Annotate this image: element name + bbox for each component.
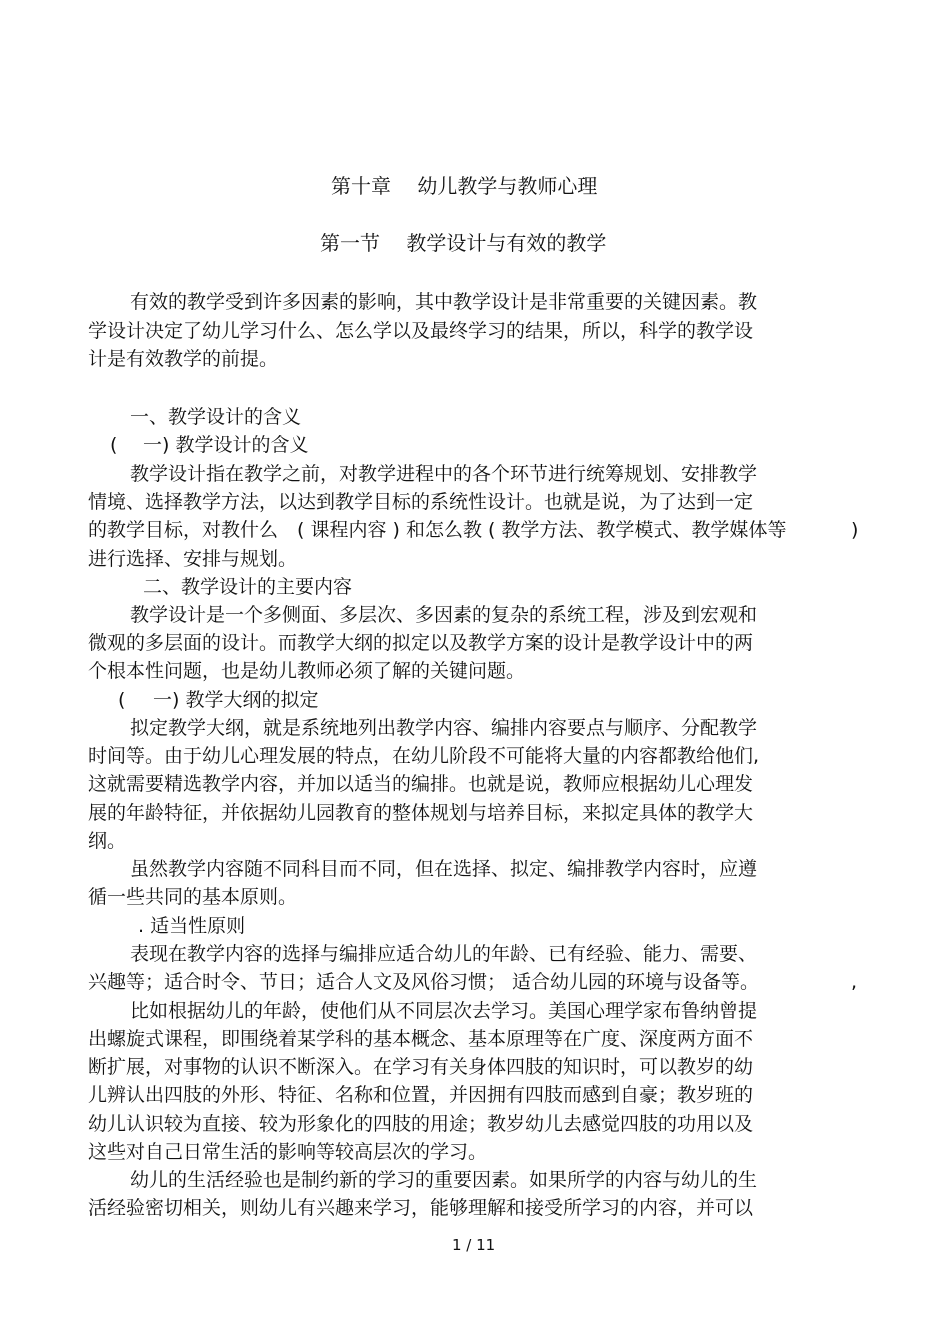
content-line-1: 教学设计是一个多侧面、多层次、多因素的复杂的系统工程，涉及到宏观和 <box>130 604 758 626</box>
age-line-2: 出螺旋式课程，即围绕着某学科的基本概念、基本原理等在广度、深度两方面不 <box>88 1028 754 1050</box>
meaning-line-3: 的教学目标，对教什么 ( 课程内容 ) 和怎么教 ( 教学方法、教学模式、教学媒体等 <box>88 519 787 541</box>
meaning-line-3-close-paren: ) <box>851 519 859 541</box>
suitability-line-1: 表现在教学内容的选择与编排应适合幼儿的年龄、已有经验、能力、需要、 <box>130 943 758 965</box>
outline-line-3: 这就需要精选教学内容，并加以适当的编排。也就是说，教师应根据幼儿心理发 <box>88 773 754 795</box>
age-line-4: 儿辨认出四肢的外形、特征、名称和位置，并因拥有四肢而感到自豪；教岁班的 <box>88 1084 754 1106</box>
intro-line-3: 计是有效教学的前提。 <box>88 348 279 370</box>
suitability-line-2: 兴趣等；适合时令、节日；适合人文及风俗习惯； 适合幼儿园的环境与设备等。 <box>88 971 760 993</box>
outline-line-4: 展的年龄特征，并依据幼儿园教育的整体规划与培养目标，来拟定具体的教学大 <box>88 802 754 824</box>
subheading-outline-paren: ( <box>118 689 126 711</box>
section-title: 第一节 教学设计与有效的教学 <box>320 231 607 255</box>
page-number: 1 / 11 <box>452 1236 496 1254</box>
principle-line-1: 虽然教学内容随不同科目而不同，但在选择、拟定、编排教学内容时，应遵 <box>130 858 758 880</box>
subheading-outline: 一) 教学大纲的拟定 <box>153 689 319 711</box>
meaning-line-2: 情境、选择教学方法，以达到教学目标的系统性设计。也就是说，为了达到一定 <box>88 491 754 513</box>
meaning-line-1: 教学设计指在教学之前，对教学进程中的各个环节进行统筹规划、安排教学 <box>130 463 758 485</box>
age-line-3: 断扩展，对事物的认识不断深入。在学习有关身体四肢的知识时，可以教岁的幼 <box>88 1056 754 1078</box>
age-line-1: 比如根据幼儿的年龄，使他们从不同层次去学习。美国心理学家布鲁纳曾提 <box>130 1000 758 1022</box>
intro-line-1: 有效的教学受到许多因素的影响，其中教学设计是非常重要的关键因素。教 <box>130 291 758 313</box>
experience-line-2: 活经验密切相关，则幼儿有兴趣来学习，能够理解和接受所学习的内容，并可以 <box>88 1197 754 1219</box>
experience-line-1: 幼儿的生活经验也是制约新的学习的重要因素。如果所学的内容与幼儿的生 <box>130 1169 758 1191</box>
suitability-line-2-comma: , <box>851 971 858 993</box>
outline-line-1: 拟定教学大纲，就是系统地列出教学内容、编排内容要点与顺序、分配教学 <box>130 717 758 739</box>
heading-main-content: 二、教学设计的主要内容 <box>143 576 353 598</box>
heading-suitability: . 适当性原则 <box>138 915 246 937</box>
principle-line-2: 循一些共同的基本原则。 <box>88 886 298 908</box>
intro-line-2: 学设计决定了幼儿学习什么、怎么学以及最终学习的结果，所以，科学的教学设 <box>88 320 754 342</box>
meaning-line-4: 进行选择、安排与规划。 <box>88 548 298 570</box>
content-line-2: 微观的多层面的设计。而教学大纲的拟定以及教学方案的设计是教学设计中的两 <box>88 632 754 654</box>
age-line-6: 这些对自己日常生活的影响等较高层次的学习。 <box>88 1141 488 1163</box>
age-line-5: 幼儿认识较为直接、较为形象化的四肢的用途；教岁幼儿去感觉四肢的功用以及 <box>88 1113 754 1135</box>
chapter-title: 第十章 幼儿教学与教师心理 <box>331 174 598 198</box>
content-line-3: 个根本性问题，也是幼儿教师必须了解的关键问题。 <box>88 660 526 682</box>
subheading-meaning-paren: ( <box>110 434 118 456</box>
subheading-meaning: 一) 教学设计的含义 <box>143 434 309 456</box>
heading-meaning: 一、教学设计的含义 <box>130 406 302 428</box>
outline-line-2: 时间等。由于幼儿心理发展的特点，在幼儿阶段不可能将大量的内容都教给他们, <box>88 745 760 767</box>
outline-line-5: 纲。 <box>88 830 127 852</box>
